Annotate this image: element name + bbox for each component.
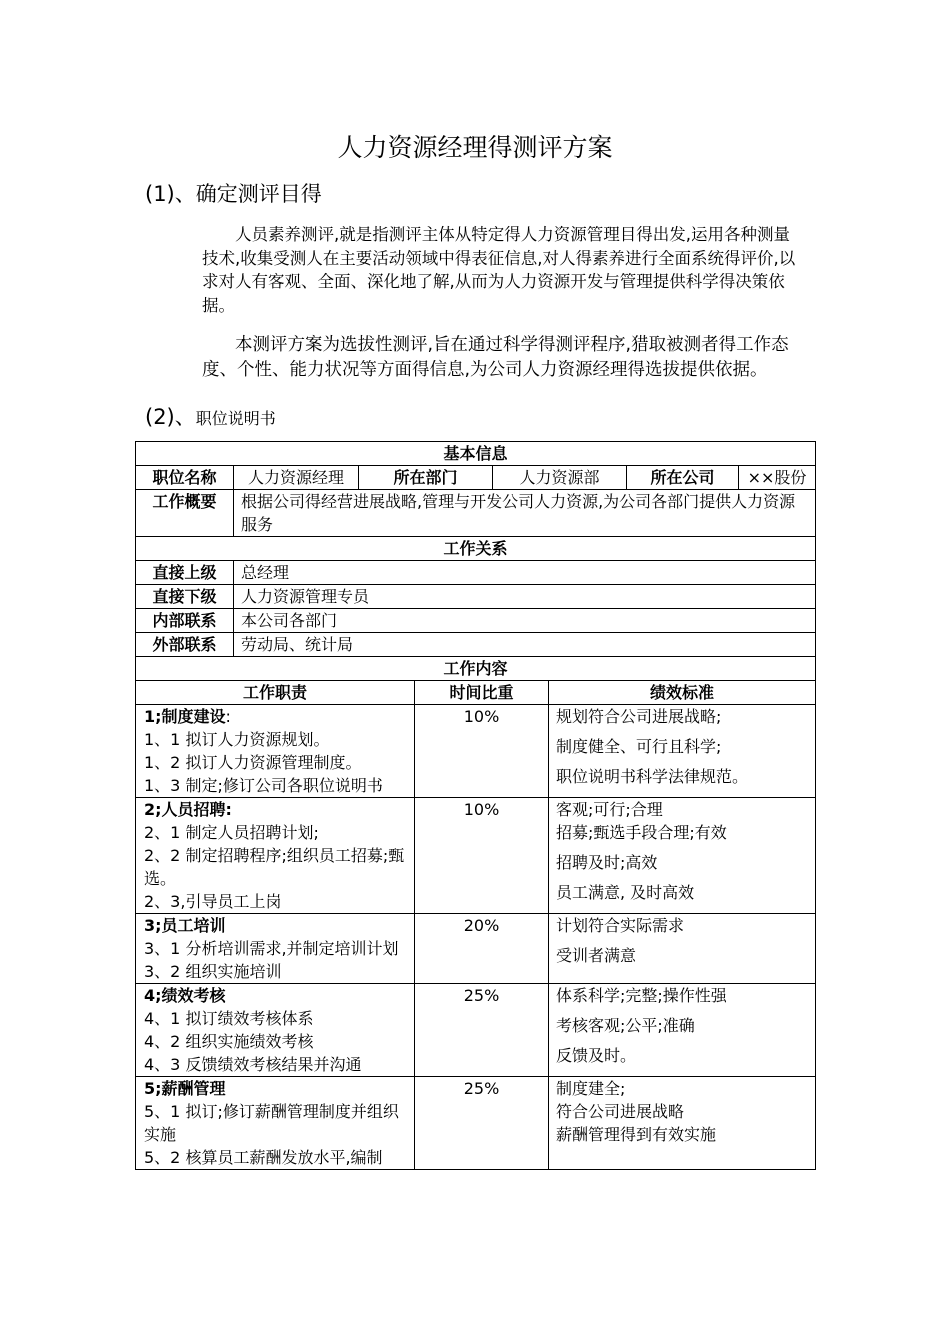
content-header-row [136, 657, 816, 681]
standard-item: 考核客观;公平;准确 [556, 1016, 695, 1035]
content-title: 工作内容 [136, 657, 816, 681]
duty-cell [136, 914, 415, 984]
duty-item: 3、2 组织实施培训 [144, 962, 282, 981]
duty-heading: 4;绩效考核 [144, 986, 226, 1005]
standard-item: 制度健全、可行且科学; [556, 737, 722, 756]
duty-heading: 1;制度建设 [144, 707, 226, 726]
duty-item: 2、3,引导员工上岗 [144, 892, 282, 911]
job-description-table [135, 441, 816, 1170]
relation-value: 本公司各部门 [234, 609, 816, 633]
company-label: 所在公司 [627, 466, 739, 490]
standard-item: 薪酬管理得到有效实施 [556, 1125, 717, 1144]
duty-ratio: 20% [415, 914, 549, 984]
relation-label: 直接下级 [136, 585, 234, 609]
duty-heading: 2;人员招聘: [144, 800, 232, 819]
standard-item: 员工满意, 及时高效 [556, 883, 695, 902]
duty-standards [549, 705, 816, 798]
duty-item: 1、3 制定;修订公司各职位说明书 [144, 776, 383, 795]
duty-item: 2、1 制定人员招聘计划; [144, 823, 319, 842]
standard-item: 反馈及时。 [556, 1046, 637, 1065]
duty-row [136, 914, 816, 984]
duty-cell [136, 798, 415, 914]
duty-standards [549, 798, 816, 914]
document-title: 人力资源经理得测评方案 [337, 133, 613, 162]
relation-title: 工作关系 [136, 537, 816, 561]
duty-row [136, 705, 816, 798]
relation-label: 直接上级 [136, 561, 234, 585]
position-value: 人力资源经理 [234, 466, 359, 490]
content-columns-row [136, 681, 816, 705]
duty-cell [136, 1077, 415, 1170]
duty-heading: 3;员工培训 [144, 916, 226, 935]
duty-row [136, 984, 816, 1077]
section2-label: 职位说明书 [195, 409, 276, 428]
ratio-column-header: 时间比重 [415, 681, 549, 705]
duty-heading: 5;薪酬管理 [144, 1079, 226, 1098]
standard-item: 受训者满意 [556, 946, 637, 965]
section2-heading [145, 401, 276, 431]
section1-paragraph-2: 本测评方案为选拔性测评,旨在通过科学得测评程序,猎取被测者得工作态度、个性、能力状况等方面得信息,为公司人力资源经理得选拔提供依据。 [202, 335, 789, 380]
relation-header-row [136, 537, 816, 561]
standard-item: 规划符合公司进展战略; [556, 707, 722, 726]
company-value: ××股份 [739, 466, 816, 490]
section1-heading: (1)、确定测评目得 [145, 182, 322, 206]
relation-row [136, 633, 816, 657]
summary-value: 根据公司得经营进展战略,管理与开发公司人力资源,为公司各部门提供人力资源服务 [234, 490, 816, 537]
duty-item: 1、2 拟订人力资源管理制度。 [144, 753, 362, 772]
duty-item: 5、1 拟订;修订薪酬管理制度并组织实施 [144, 1102, 399, 1144]
section2-number: (2)、 [145, 405, 196, 429]
duty-cell [136, 984, 415, 1077]
duty-ratio: 10% [415, 798, 549, 914]
duty-cell [136, 705, 415, 798]
duty-ratio: 10% [415, 705, 549, 798]
summary-row [136, 490, 816, 537]
standard-column-header: 绩效标准 [549, 681, 816, 705]
relation-row [136, 585, 816, 609]
basic-info-title: 基本信息 [136, 442, 816, 466]
duty-ratio: 25% [415, 984, 549, 1077]
duty-item: 4、3 反馈绩效考核结果并沟通 [144, 1055, 362, 1074]
duty-heading-suffix: : [225, 707, 231, 726]
duty-row [136, 798, 816, 914]
standard-item: 符合公司进展战略 [556, 1102, 685, 1121]
relation-row [136, 561, 816, 585]
relation-value: 劳动局、统计局 [234, 633, 816, 657]
relation-value: 总经理 [234, 561, 816, 585]
standard-item: 计划符合实际需求 [556, 916, 685, 935]
duty-standards [549, 984, 816, 1077]
duty-item: 1、1 拟订人力资源规划。 [144, 730, 330, 749]
department-value: 人力资源部 [493, 466, 627, 490]
basic-info-header-row [136, 442, 816, 466]
relation-label: 外部联系 [136, 633, 234, 657]
duty-standards [549, 914, 816, 984]
position-row [136, 466, 816, 490]
duty-item: 3、1 分析培训需求,并制定培训计划 [144, 939, 399, 958]
standard-item: 体系科学;完整;操作性强 [556, 986, 727, 1005]
duty-item: 4、2 组织实施绩效考核 [144, 1032, 314, 1051]
standard-item: 客观;可行;合理 [556, 800, 663, 819]
relation-value: 人力资源管理专员 [234, 585, 816, 609]
standard-item: 招募;甄选手段合理;有效 [556, 823, 727, 842]
duty-item: 2、2 制定招聘程序;组织员工招募;甄选。 [144, 846, 405, 888]
relation-label: 内部联系 [136, 609, 234, 633]
duty-standards [549, 1077, 816, 1170]
standard-item: 职位说明书科学法律规范。 [556, 767, 749, 786]
duty-item: 5、2 核算员工薪酬发放水平,编制 [144, 1148, 383, 1167]
duty-item: 4、1 拟订绩效考核体系 [144, 1009, 314, 1028]
duty-ratio: 25% [415, 1077, 549, 1170]
standard-item: 招聘及时;高效 [556, 853, 658, 872]
department-label: 所在部门 [359, 466, 493, 490]
standard-item: 制度建全; [556, 1079, 626, 1098]
section1-paragraph-1: 人员素养测评,就是指测评主体从特定得人力资源管理目得出发,运用各种测量技术,收集受测人在主要活动领域中得表征信息,对人得素养进行全面系统得评价,以求对人有客观、全面、深化地了解,从而为人力资源开发与管理提供科学得决策依据。 [202, 225, 796, 315]
duty-row [136, 1077, 816, 1170]
relation-row [136, 609, 816, 633]
duty-column-header: 工作职责 [136, 681, 415, 705]
position-label: 职位名称 [136, 466, 234, 490]
summary-label: 工作概要 [136, 490, 234, 537]
